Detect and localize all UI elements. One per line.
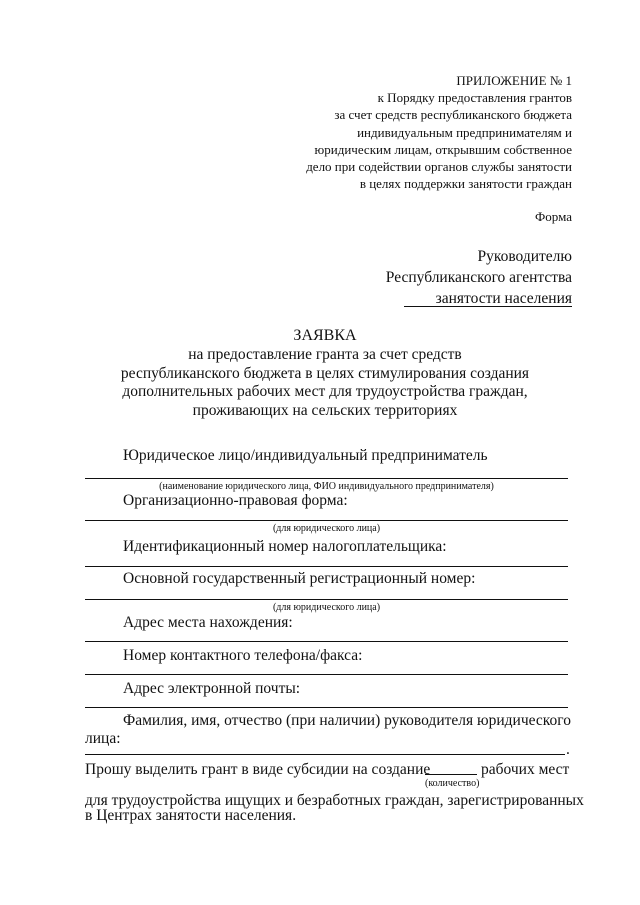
- appendix-line: юридическим лицам, открывшим собственное: [314, 141, 572, 157]
- address-label: Адрес места нахождения:: [123, 614, 293, 631]
- legal-form-input-line[interactable]: [85, 520, 568, 521]
- ogrn-input-line[interactable]: [85, 599, 568, 600]
- address-input-line[interactable]: [85, 641, 568, 642]
- legal-entity-input-line[interactable]: [85, 478, 568, 479]
- document-title: ЗАЯВКА: [293, 327, 357, 344]
- subtitle-line: проживающих на сельских территориях: [192, 401, 458, 419]
- head-name-label-end: лица:: [85, 730, 121, 747]
- appendix-title: ПРИЛОЖЕНИЕ № 1: [456, 73, 572, 88]
- ogrn-hint: (для юридического лица): [272, 602, 381, 613]
- legal-entity-label: Юридическое лицо/индивидуальный предприниматель: [123, 447, 488, 464]
- recipient-line: Руководителю: [477, 248, 572, 265]
- head-name-input-line[interactable]: [85, 754, 565, 755]
- recipient-block: [386, 246, 572, 309]
- request-line-2: для трудоустройства ищущих и безработных граждан, зарегистрированных: [85, 792, 584, 809]
- recipient-signature-line[interactable]: [404, 306, 572, 307]
- request-line-start: Прошу выделить грант в виде субсидии на создание: [85, 761, 431, 778]
- subtitle-line: дополнительных рабочих мест для трудоустройства граждан,: [122, 383, 528, 400]
- appendix-line: индивидуальным предпринимателям и: [357, 124, 572, 140]
- appendix-line: за счет средств республиканского бюджета: [334, 107, 572, 123]
- quantity-input-line[interactable]: [425, 774, 477, 775]
- head-name-label: Фамилия, имя, отчество (при наличии) руководителя юридического: [123, 712, 571, 729]
- request-line-end: рабочих мест: [481, 761, 570, 778]
- phone-label: Номер контактного телефона/факса:: [123, 647, 363, 664]
- form-label: Форма: [535, 209, 572, 224]
- ogrn-label: Основной государственный регистрационный номер:: [123, 570, 476, 587]
- appendix-line: к Порядку предоставления грантов: [377, 90, 572, 106]
- phone-input-line[interactable]: [85, 674, 568, 675]
- recipient-line: занятости населения: [435, 290, 572, 307]
- subtitle-line: республиканского бюджета в целях стимулирования создания: [120, 364, 530, 382]
- request-line-3: в Центрах занятости населения.: [85, 807, 297, 824]
- appendix-line: в целях поддержки занятости граждан: [359, 176, 572, 192]
- email-input-line[interactable]: [85, 707, 568, 708]
- email-label: Адрес электронной почты:: [123, 680, 301, 697]
- legal-form-label: Организационно-правовая форма:: [123, 492, 348, 509]
- recipient-line: Республиканского агентства: [385, 269, 572, 286]
- quantity-hint: (количество): [425, 778, 480, 789]
- inn-input-line[interactable]: [85, 566, 568, 567]
- appendix-line: дело при содействии органов службы занятости: [306, 159, 572, 175]
- inn-label: Идентификационный номер налогоплательщика:: [123, 538, 447, 555]
- appendix-header: [306, 72, 572, 192]
- legal-form-hint: (для юридического лица): [272, 523, 381, 534]
- subtitle-line: на предоставление гранта за счет средств: [188, 346, 462, 363]
- legal-entity-hint: (наименование юридического лица, ФИО индивидуального предпринимателя): [159, 481, 494, 492]
- line-end-dot: .: [566, 741, 570, 758]
- document-subtitle: [60, 346, 590, 420]
